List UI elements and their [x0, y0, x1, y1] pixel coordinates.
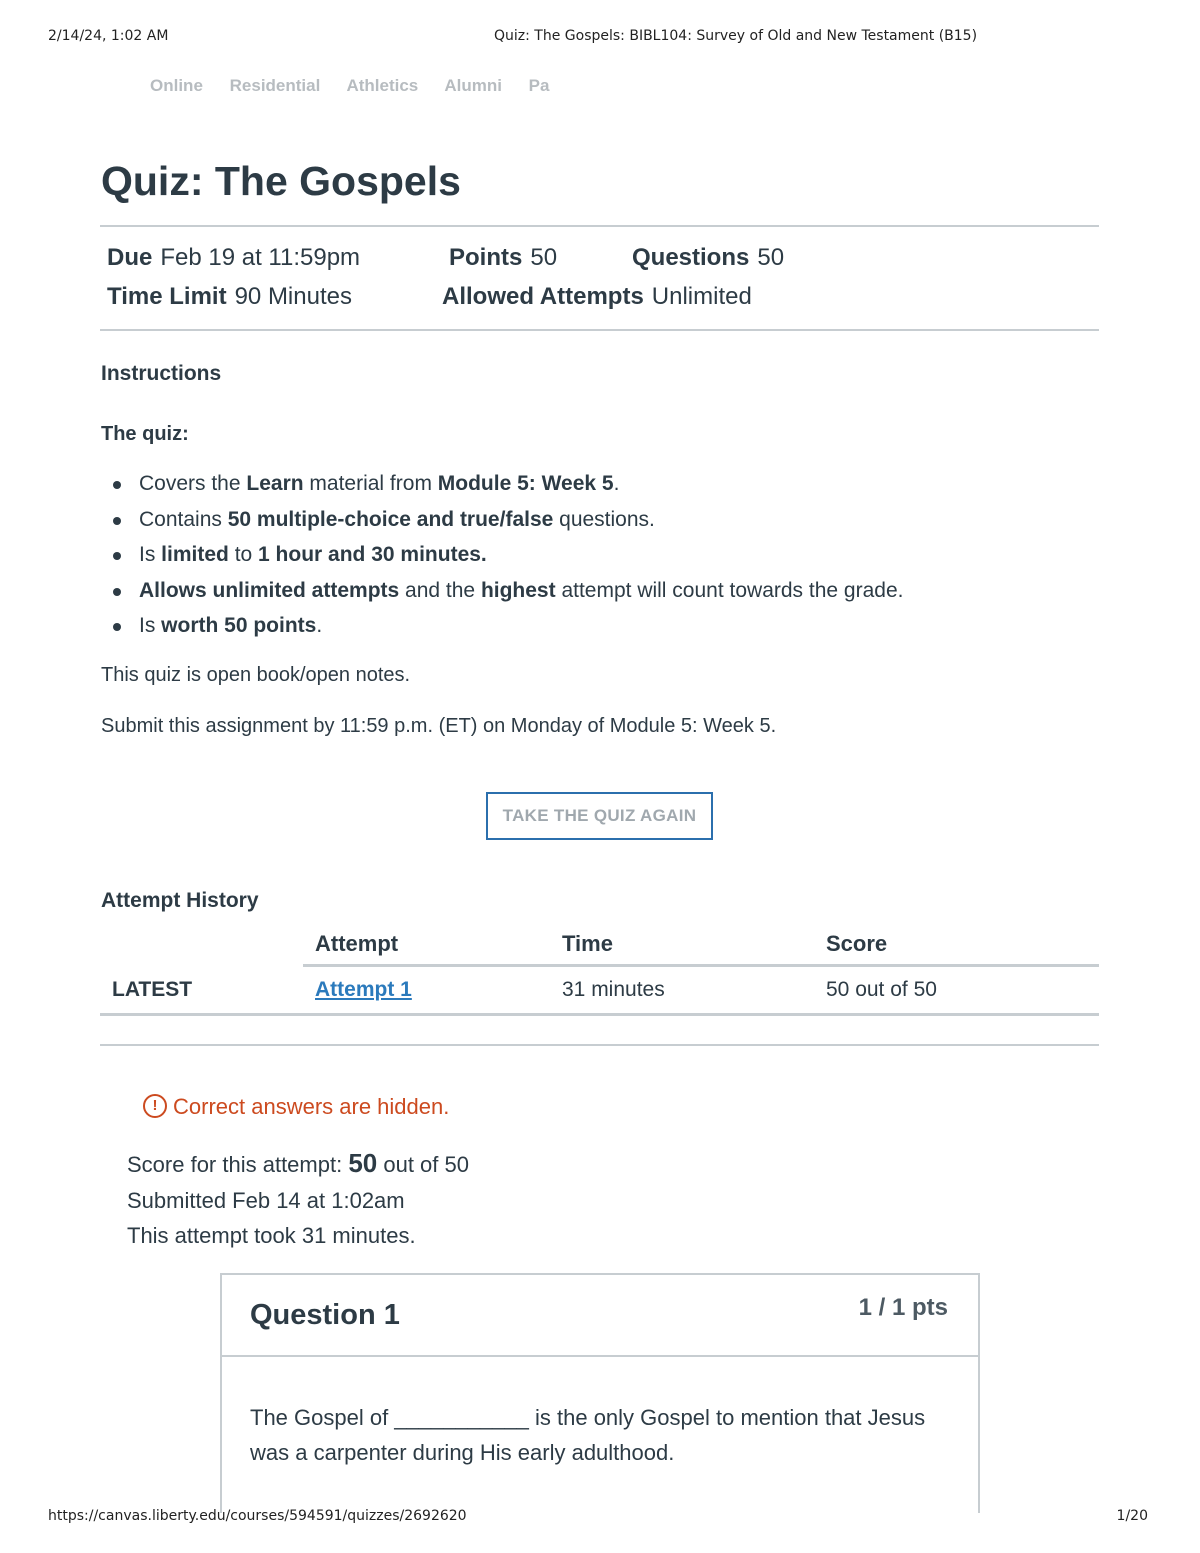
title-divider [100, 225, 1099, 227]
list-item: Allows unlimited attempts and the highest attempt will count towards the grade. [111, 578, 903, 614]
print-document-title: Quiz: The Gospels: BIBL104: Survey of Old and New Testament (B15) [494, 28, 978, 44]
list-item: Contains 50 multiple-choice and true/false questions. [111, 507, 903, 543]
instructions-list [111, 471, 903, 649]
time-limit [107, 283, 352, 311]
questions-count [632, 244, 784, 272]
allowed-attempts [442, 283, 752, 311]
nav-link-online[interactable]: Online [150, 76, 203, 95]
take-quiz-again-button[interactable]: TAKE THE QUIZ AGAIN [486, 792, 713, 840]
nav-link-truncated[interactable]: Pa [528, 76, 550, 95]
points-label: Points [449, 244, 523, 271]
nav-link-athletics[interactable]: Athletics [346, 76, 419, 95]
warning-icon: ! [143, 1094, 167, 1118]
latest-tag: LATEST [112, 978, 193, 1001]
list-item: Covers the Learn material from Module 5: Week 5. [111, 471, 903, 507]
alert-text: Correct answers are hidden. [173, 1094, 450, 1119]
questions-value: 50 [757, 244, 785, 271]
instructions-heading: Instructions [101, 362, 222, 385]
question-card [220, 1273, 980, 1513]
attempt-history-heading: Attempt History [101, 889, 259, 912]
time-limit-label: Time Limit [107, 283, 227, 310]
print-footer [48, 1508, 1152, 1528]
instructions-subheading: The quiz: [101, 423, 189, 445]
list-item: Is worth 50 points. [111, 613, 903, 649]
submission-deadline-note: Submit this assignment by 11:59 p.m. (ET) on Monday of Module 5: Week 5. [101, 715, 777, 737]
top-navigation [150, 76, 550, 100]
attempt-time: 31 minutes [562, 978, 665, 1001]
table-bottom-divider [100, 1013, 1099, 1016]
column-header-time: Time [562, 931, 613, 956]
open-book-note: This quiz is open book/open notes. [101, 664, 411, 686]
attempt-1-link[interactable]: Attempt 1 [315, 978, 412, 1001]
question-text: The Gospel of ___________ is the only Gospel to mention that Jesus was a carpenter during His early adulthood. [250, 1405, 926, 1465]
section-divider [100, 1044, 1099, 1046]
points-value: 50 [530, 244, 558, 271]
attempt-duration: This attempt took 31 minutes. [127, 1223, 416, 1248]
page-number: 1/20 [1116, 1508, 1148, 1524]
score-value: 50 [348, 1148, 378, 1178]
allowed-attempts-label: Allowed Attempts [442, 283, 644, 310]
question-header [222, 1275, 978, 1357]
points [449, 244, 557, 272]
attempt-score-summary: Score for this attempt: 50 out of 50 [127, 1148, 469, 1178]
allowed-attempts-value: Unlimited [651, 283, 752, 310]
print-header [48, 28, 1152, 48]
correct-answers-hidden-alert [143, 1094, 449, 1120]
table-header-divider [303, 964, 1099, 967]
print-date: 2/14/24, 1:02 AM [48, 28, 169, 44]
time-limit-value: 90 Minutes [234, 283, 352, 310]
questions-label: Questions [632, 244, 750, 271]
column-header-score: Score [826, 931, 888, 956]
question-points: 1 / 1 pts [858, 1294, 948, 1321]
column-header-attempt: Attempt [315, 931, 399, 956]
details-divider [100, 329, 1099, 331]
due-value: Feb 19 at 11:59pm [160, 244, 361, 271]
submitted-time: Submitted Feb 14 at 1:02am [127, 1188, 405, 1213]
attempt-score: 50 out of 50 [826, 978, 937, 1001]
nav-link-alumni[interactable]: Alumni [444, 76, 502, 95]
page-title: Quiz: The Gospels [101, 158, 461, 204]
due-date [107, 244, 360, 272]
question-title: Question 1 [250, 1299, 400, 1331]
list-item: Is limited to 1 hour and 30 minutes. [111, 542, 903, 578]
due-label: Due [107, 244, 153, 271]
print-url: https://canvas.liberty.edu/courses/594591/quizzes/2692620 [48, 1508, 467, 1524]
nav-link-residential[interactable]: Residential [229, 76, 321, 95]
